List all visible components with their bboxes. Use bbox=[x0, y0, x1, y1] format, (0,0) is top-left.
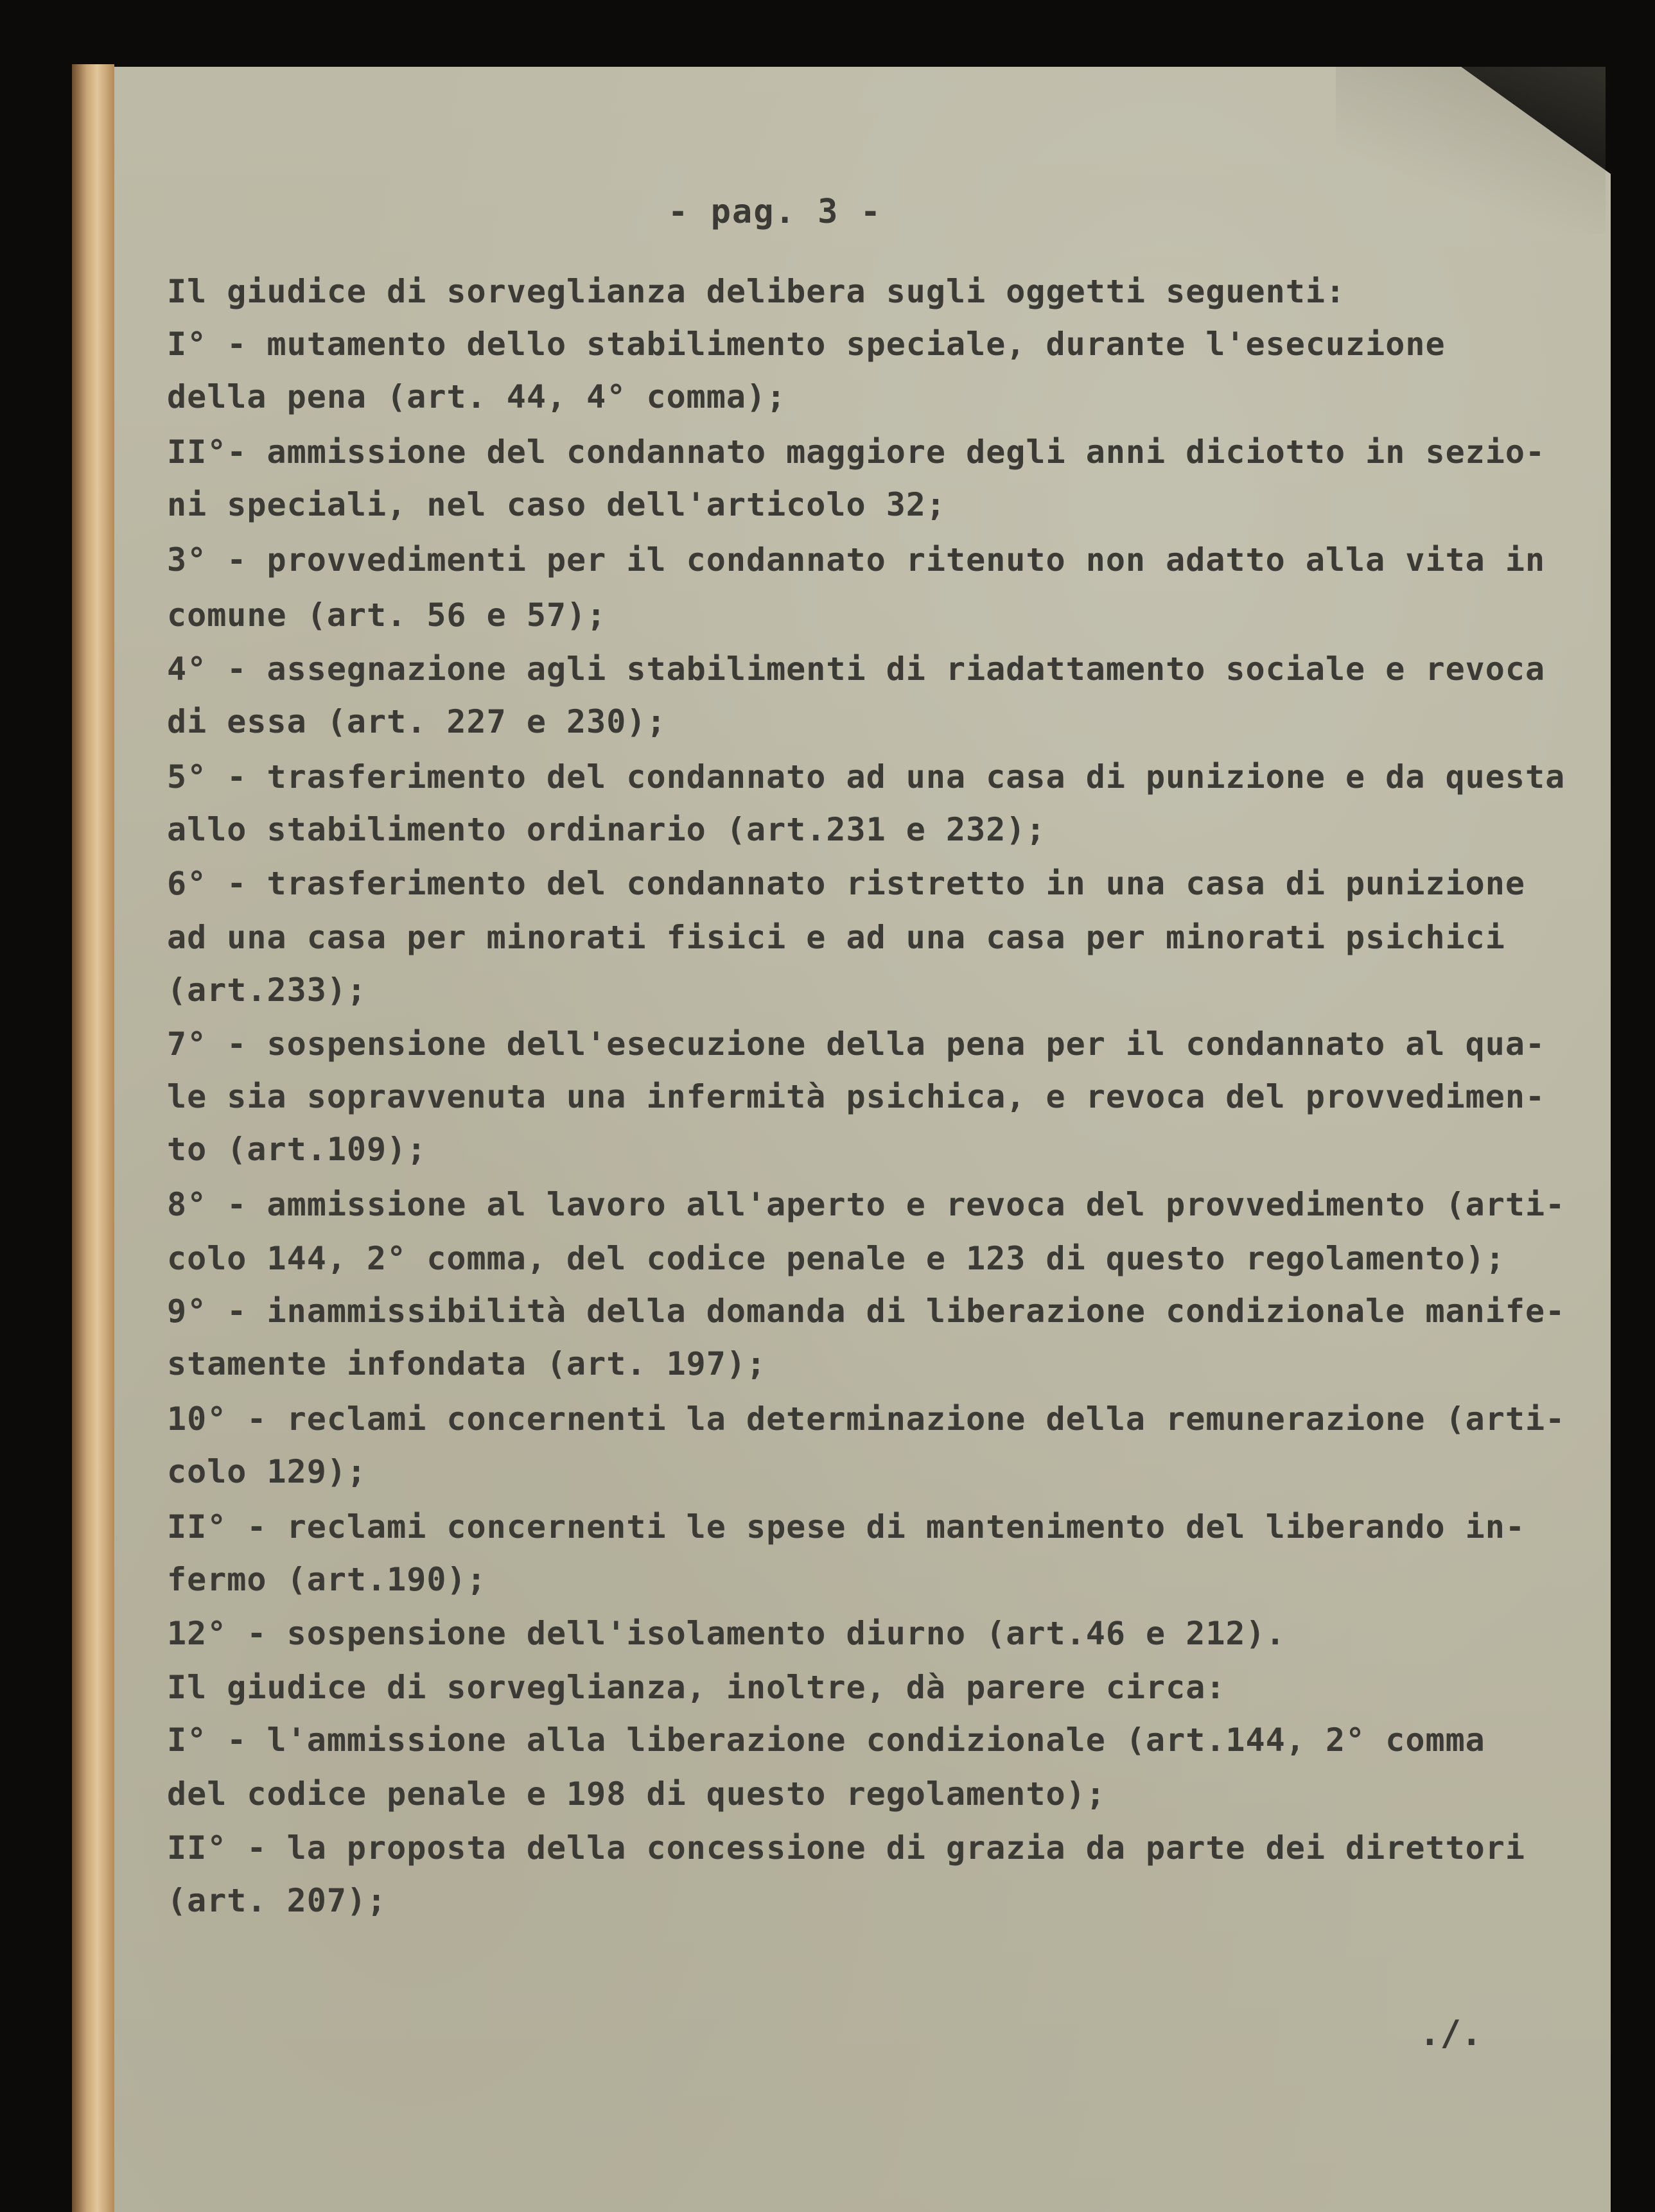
text-line: le sia sopravvenuta una infermità psichica, e revoca del provvedimen- bbox=[167, 1078, 1546, 1115]
text-line: (art. 207); bbox=[167, 1882, 387, 1919]
text-line: 7° - sospensione dell'esecuzione della pena per il condannato al qua- bbox=[167, 1025, 1546, 1063]
text-line: 4° - assegnazione agli stabilimenti di riadattamento sociale e revoca bbox=[167, 650, 1546, 688]
text-line: colo 129); bbox=[167, 1453, 367, 1490]
text-line: della pena (art. 44, 4° comma); bbox=[167, 378, 787, 415]
text-line: 10° - reclami concernenti la determinazione della remunerazione (arti- bbox=[167, 1400, 1566, 1438]
text-line: Il giudice di sorveglianza, inoltre, dà parere circa: bbox=[167, 1669, 1226, 1706]
text-line: II° - la proposta della concessione di grazia da parte dei direttori bbox=[167, 1829, 1525, 1867]
text-line: stamente infondata (art. 197); bbox=[167, 1345, 767, 1382]
text-line: di essa (art. 227 e 230); bbox=[167, 703, 667, 740]
text-line: fermo (art.190); bbox=[167, 1561, 487, 1598]
text-line: 9° - inammissibilità della domanda di liberazione condizionale manife- bbox=[167, 1293, 1566, 1330]
text-line: (art.233); bbox=[167, 971, 367, 1009]
text-line: Il giudice di sorveglianza delibera sugli oggetti seguenti: bbox=[167, 273, 1346, 310]
text-line: ni speciali, nel caso dell'articolo 32; bbox=[167, 486, 946, 523]
text-line: del codice penale e 198 di questo regolamento); bbox=[167, 1775, 1106, 1813]
text-line: 6° - trasferimento del condannato ristretto in una casa di punizione bbox=[167, 865, 1525, 902]
binding-edge bbox=[72, 64, 114, 2212]
text-line: II°- ammissione del condannato maggiore degli anni diciotto in sezio- bbox=[167, 433, 1546, 471]
text-line: allo stabilimento ordinario (art.231 e 232); bbox=[167, 811, 1046, 848]
text-line: colo 144, 2° comma, del codice penale e 123 di questo regolamento); bbox=[167, 1240, 1505, 1277]
text-line: 12° - sospensione dell'isolamento diurno (art.46 e 212). bbox=[167, 1615, 1286, 1652]
text-line: comune (art. 56 e 57); bbox=[167, 597, 607, 634]
page-number: - pag. 3 - bbox=[668, 193, 882, 231]
text-line: 8° - ammissione al lavoro all'aperto e revoca del provvedimento (arti- bbox=[167, 1186, 1566, 1223]
text-line: I° - l'ammissione alla liberazione condizionale (art.144, 2° comma bbox=[167, 1721, 1485, 1759]
text-line: 3° - provvedimenti per il condannato ritenuto non adatto alla vita in bbox=[167, 541, 1546, 579]
text-line: ad una casa per minorati fisici e ad una casa per minorati psichici bbox=[167, 919, 1505, 956]
text-line: II° - reclami concernenti le spese di mantenimento del liberando in- bbox=[167, 1508, 1525, 1546]
continuation-mark: ./. bbox=[1419, 2013, 1482, 2053]
text-line: to (art.109); bbox=[167, 1131, 427, 1168]
text-line: 5° - trasferimento del condannato ad una casa di punizione e da questa bbox=[167, 758, 1566, 796]
text-line: I° - mutamento dello stabilimento speciale, durante l'esecuzione bbox=[167, 326, 1446, 363]
